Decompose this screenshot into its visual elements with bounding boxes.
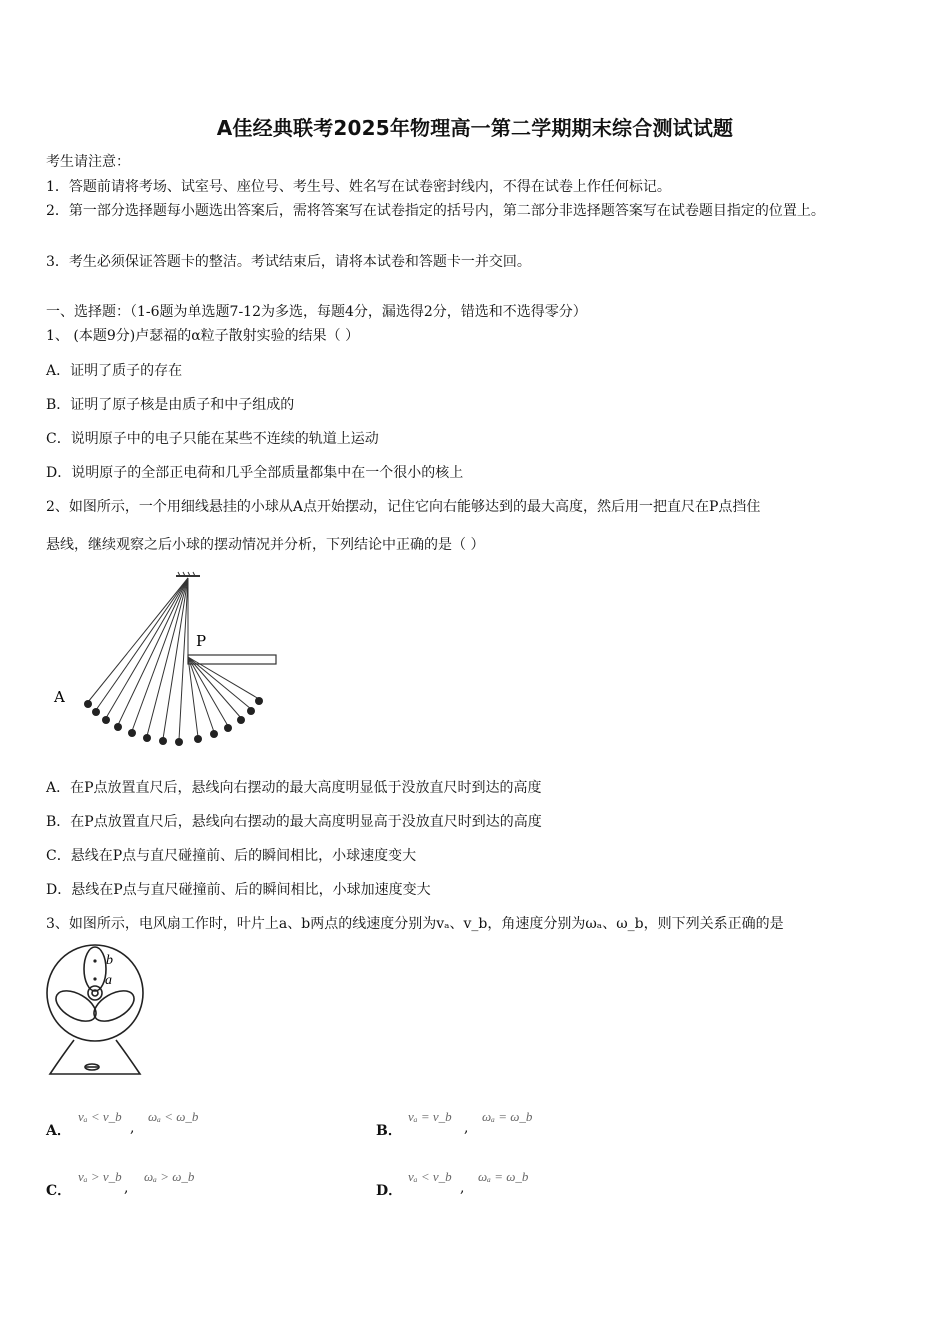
q2-stem-line2: 悬线，继续观察之后小球的摆动情况并分析，下列结论中正确的是（ ） [46, 537, 485, 553]
q3-option-a-letter: A． [46, 1123, 71, 1139]
label-a-fan: a [105, 973, 112, 988]
q3-option-d-letter: D． [376, 1183, 403, 1199]
q3-option-d-comma: , [460, 1180, 465, 1196]
q3-option-b [376, 1120, 408, 1140]
q3-option-a [46, 1120, 77, 1140]
q3-option-b-comma: , [464, 1120, 469, 1136]
label-b: b [106, 953, 113, 968]
q3-option-c-w: ωₐ > ω_b [144, 1169, 195, 1184]
notice-item-1: 1．答题前请将考场、试室号、座位号、考生号、姓名写在试卷密封线内，不得在试卷上作任何标记。 [46, 179, 671, 195]
q3-option-b-letter: B． [376, 1123, 402, 1139]
q2-option-d: D．悬线在P点与直尺碰撞前、后的瞬间相比，小球加速度变大 [46, 882, 431, 898]
fan-figure [44, 944, 154, 1078]
q3-stem: 3、如图所示，电风扇工作时，叶片上a、b两点的线速度分别为vₐ、v_b，角速度分别为ωₐ、ω_b，则下列关系正确的是 [46, 916, 784, 932]
q1-stem: 1、 (本题9分)卢瑟福的α粒子散射实验的结果（ ） [46, 328, 360, 344]
q1-option-c: C．说明原子中的电子只能在某些不连续的轨道上运动 [46, 431, 379, 447]
notice-heading: 考生请注意： [46, 154, 130, 170]
q3-option-c-letter: C． [46, 1183, 72, 1199]
section-heading: 一、选择题：（1-6题为单选题7-12为多选，每题4分，漏选得2分，错选和不选得零分） [46, 304, 587, 320]
label-a: A [54, 688, 65, 706]
q3-option-b-w: ωₐ = ω_b [482, 1109, 533, 1124]
q2-option-a: A．在P点放置直尺后，悬线向右摆动的最大高度明显低于没放直尺时到达的高度 [46, 780, 542, 796]
q3-option-a-w: ωₐ < ω_b [148, 1109, 199, 1124]
notice-item-3: 3．考生必须保证答题卡的整洁。考试结束后，请将本试卷和答题卡一并交回。 [46, 254, 531, 270]
q1-option-a: A．证明了质子的存在 [46, 363, 183, 379]
q3-option-d-w: ωₐ = ω_b [478, 1169, 529, 1184]
pendulum-figure [48, 570, 283, 750]
q2-option-c: C．悬线在P点与直尺碰撞前、后的瞬间相比，小球速度变大 [46, 848, 417, 864]
notice-item-2: 2．第一部分选择题每小题选出答案后，需将答案写在试卷指定的括号内，第二部分非选择题答案写在试卷题目指定的位置上。 [46, 203, 825, 219]
q2-option-b: B．在P点放置直尺后，悬线向右摆动的最大高度明显高于没放直尺时到达的高度 [46, 814, 542, 830]
q1-option-b: B．证明了原子核是由质子和中子组成的 [46, 397, 295, 413]
q1-option-d: D．说明原子的全部正电荷和几乎全部质量都集中在一个很小的核上 [46, 465, 464, 481]
q3-option-c [46, 1180, 77, 1200]
q3-option-c-comma: , [124, 1180, 129, 1196]
q3-option-d [376, 1180, 408, 1200]
q3-option-d-v: vₐ < v_b [408, 1169, 452, 1184]
q3-option-a-v: vₐ < v_b [78, 1109, 122, 1124]
q3-option-c-v: vₐ > v_b [78, 1169, 122, 1184]
q2-stem-line1: 2、如图所示，一个用细线悬挂的小球从A点开始摆动，记住它向右能够达到的最大高度，然后用一把直尺在P点挡住 [46, 499, 761, 515]
page-title: A佳经典联考2025年物理高一第二学期期末综合测试试题 [216, 116, 734, 140]
q3-option-a-comma: , [130, 1120, 135, 1136]
q3-option-b-v: vₐ = v_b [408, 1109, 452, 1124]
label-p: P [196, 632, 207, 650]
